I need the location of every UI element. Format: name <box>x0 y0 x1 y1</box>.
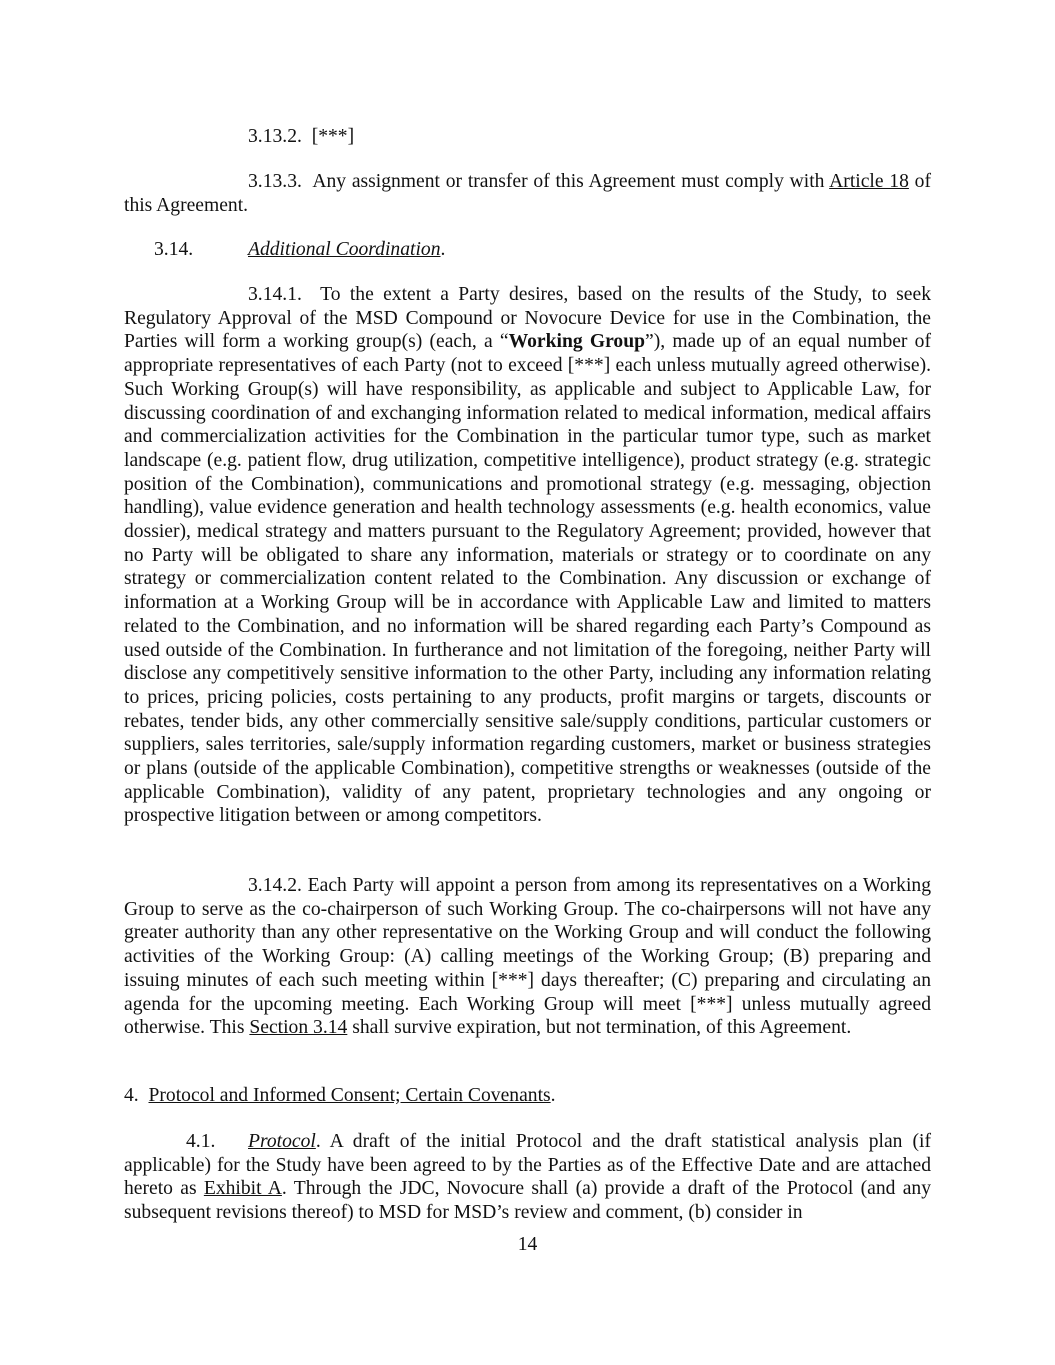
section-title: Protocol <box>248 1131 316 1152</box>
section-number: 3.13.2. <box>248 126 302 147</box>
section-3-14-1 <box>124 283 931 828</box>
paragraph-text: of this Agreement. <box>124 171 931 216</box>
page-number: 14 <box>517 1234 538 1255</box>
punctuation: . <box>550 1085 556 1106</box>
punctuation: . <box>440 239 446 260</box>
section-number: 3.13.3. <box>248 171 302 192</box>
section-4-heading <box>124 1084 931 1108</box>
redaction: [***] <box>311 126 355 147</box>
exhibit-reference: Exhibit A <box>203 1178 282 1200</box>
paragraph-text: To the extent a Party desires, based on the results of the Study, to seek Regulatory Approval of the MSD Compound or Novocure Device for use in the Combination, the Parties will form a working group(s) (each, a “ <box>124 284 931 353</box>
section-4-1 <box>124 1130 931 1225</box>
paragraph-text: . Through the JDC, Novocure shall (a) provide a draft of the Protocol (and any subsequent revisions thereof) to MSD for MSD’s review and comment, (b) consider in <box>124 1178 931 1224</box>
defined-term: Working Group <box>508 331 646 353</box>
paragraph-text: . A draft of the initial Protocol and the draft statistical analysis plan (if applicable) for the Study have been agreed to by the Parties as of the Effective Date and are attached hereto as <box>124 1131 931 1200</box>
article-reference: Article 18 <box>829 171 909 192</box>
paragraph-text: Any assignment or transfer of this Agreement must comply with <box>312 171 830 192</box>
section-title: Additional Coordination <box>248 239 441 260</box>
section-3-14-2 <box>124 874 931 1040</box>
paragraph-text: ”), made up of an equal number of appropriate representatives of each Party (not to exceed [***] each unless mutually agreed otherwise). Such Working Group(s) will have responsibility, as applicable and subject to Applicable Law, for discussing coordination of and exchanging information related to medical information, medical affairs and commercialization activities for the Combination in the particular tumor type, such as market landscape (e.g. patient flow, drug utilization, competitive intelligence), product strategy (e.g. strategic position of the Combination), communications and promotional strategy (e.g. messaging, objection handling), value evidence generation and health technology assessments (e.g. health economics, value dossier), medical strategy and matters pursuant to the Regulatory Agreement; provided, however that no Party will be obligated to share any information, materials or strategy or to coordinate on any strategy or commercialization content related to the Combination. Any discussion or exchange of information at a Working Group will be in accordance with Applicable Law and limited to matters related to the Combination, and no information will be shared regarding each Party’s Compound as used outside of the Combination. In furtherance and not limitation of the foregoing, neither Party will disclose any competitively sensitive information to the other Party, including any information relating to prices, pricing policies, costs pertaining to any products, profit margins or targets, discounts or rebates, tender bids, any other commercially sensitive sale/supply conditions, particular customers or suppliers, sales territories, sale/supply information regarding customers, market or business strategies or plans (outside of the applicable Combination), competitive strengths or weaknesses (outside of the applicable Combination), validity of any patent, proprietary technologies and any ongoing or prospective litigation between or among competitors. <box>124 331 931 827</box>
section-number: 3.14.2. <box>248 875 302 896</box>
section-number: 4.1. <box>186 1131 216 1152</box>
paragraph-text: Each Party will appoint a person from among its representatives on a Working Group to serve as the co-chairperson of such Working Group. The co-chairpersons will not have any greater authority than any other representative on the Working Group and will conduct the following activities of the Working Group: (A) calling meetings of the Working Group; (B) preparing and issuing minutes of each such meeting within [***] days thereafter; (C) preparing and circulating an agenda for the upcoming meeting. Each Working Group will meet [***] unless mutually agreed otherwise. This <box>124 875 931 1039</box>
section-number: 3.14. <box>154 239 194 260</box>
paragraph-text: shall survive expiration, but not termination, of this Agreement. <box>347 1017 852 1039</box>
section-title: Protocol and Informed Consent; Certain Covenants <box>148 1085 551 1106</box>
section-number: 3.14.1. <box>248 284 302 305</box>
section-reference: Section 3.14 <box>249 1017 348 1039</box>
section-3-14-heading <box>124 238 931 262</box>
section-3-13-2 <box>124 125 931 149</box>
section-3-13-3 <box>124 170 931 217</box>
section-number: 4. <box>124 1085 139 1106</box>
